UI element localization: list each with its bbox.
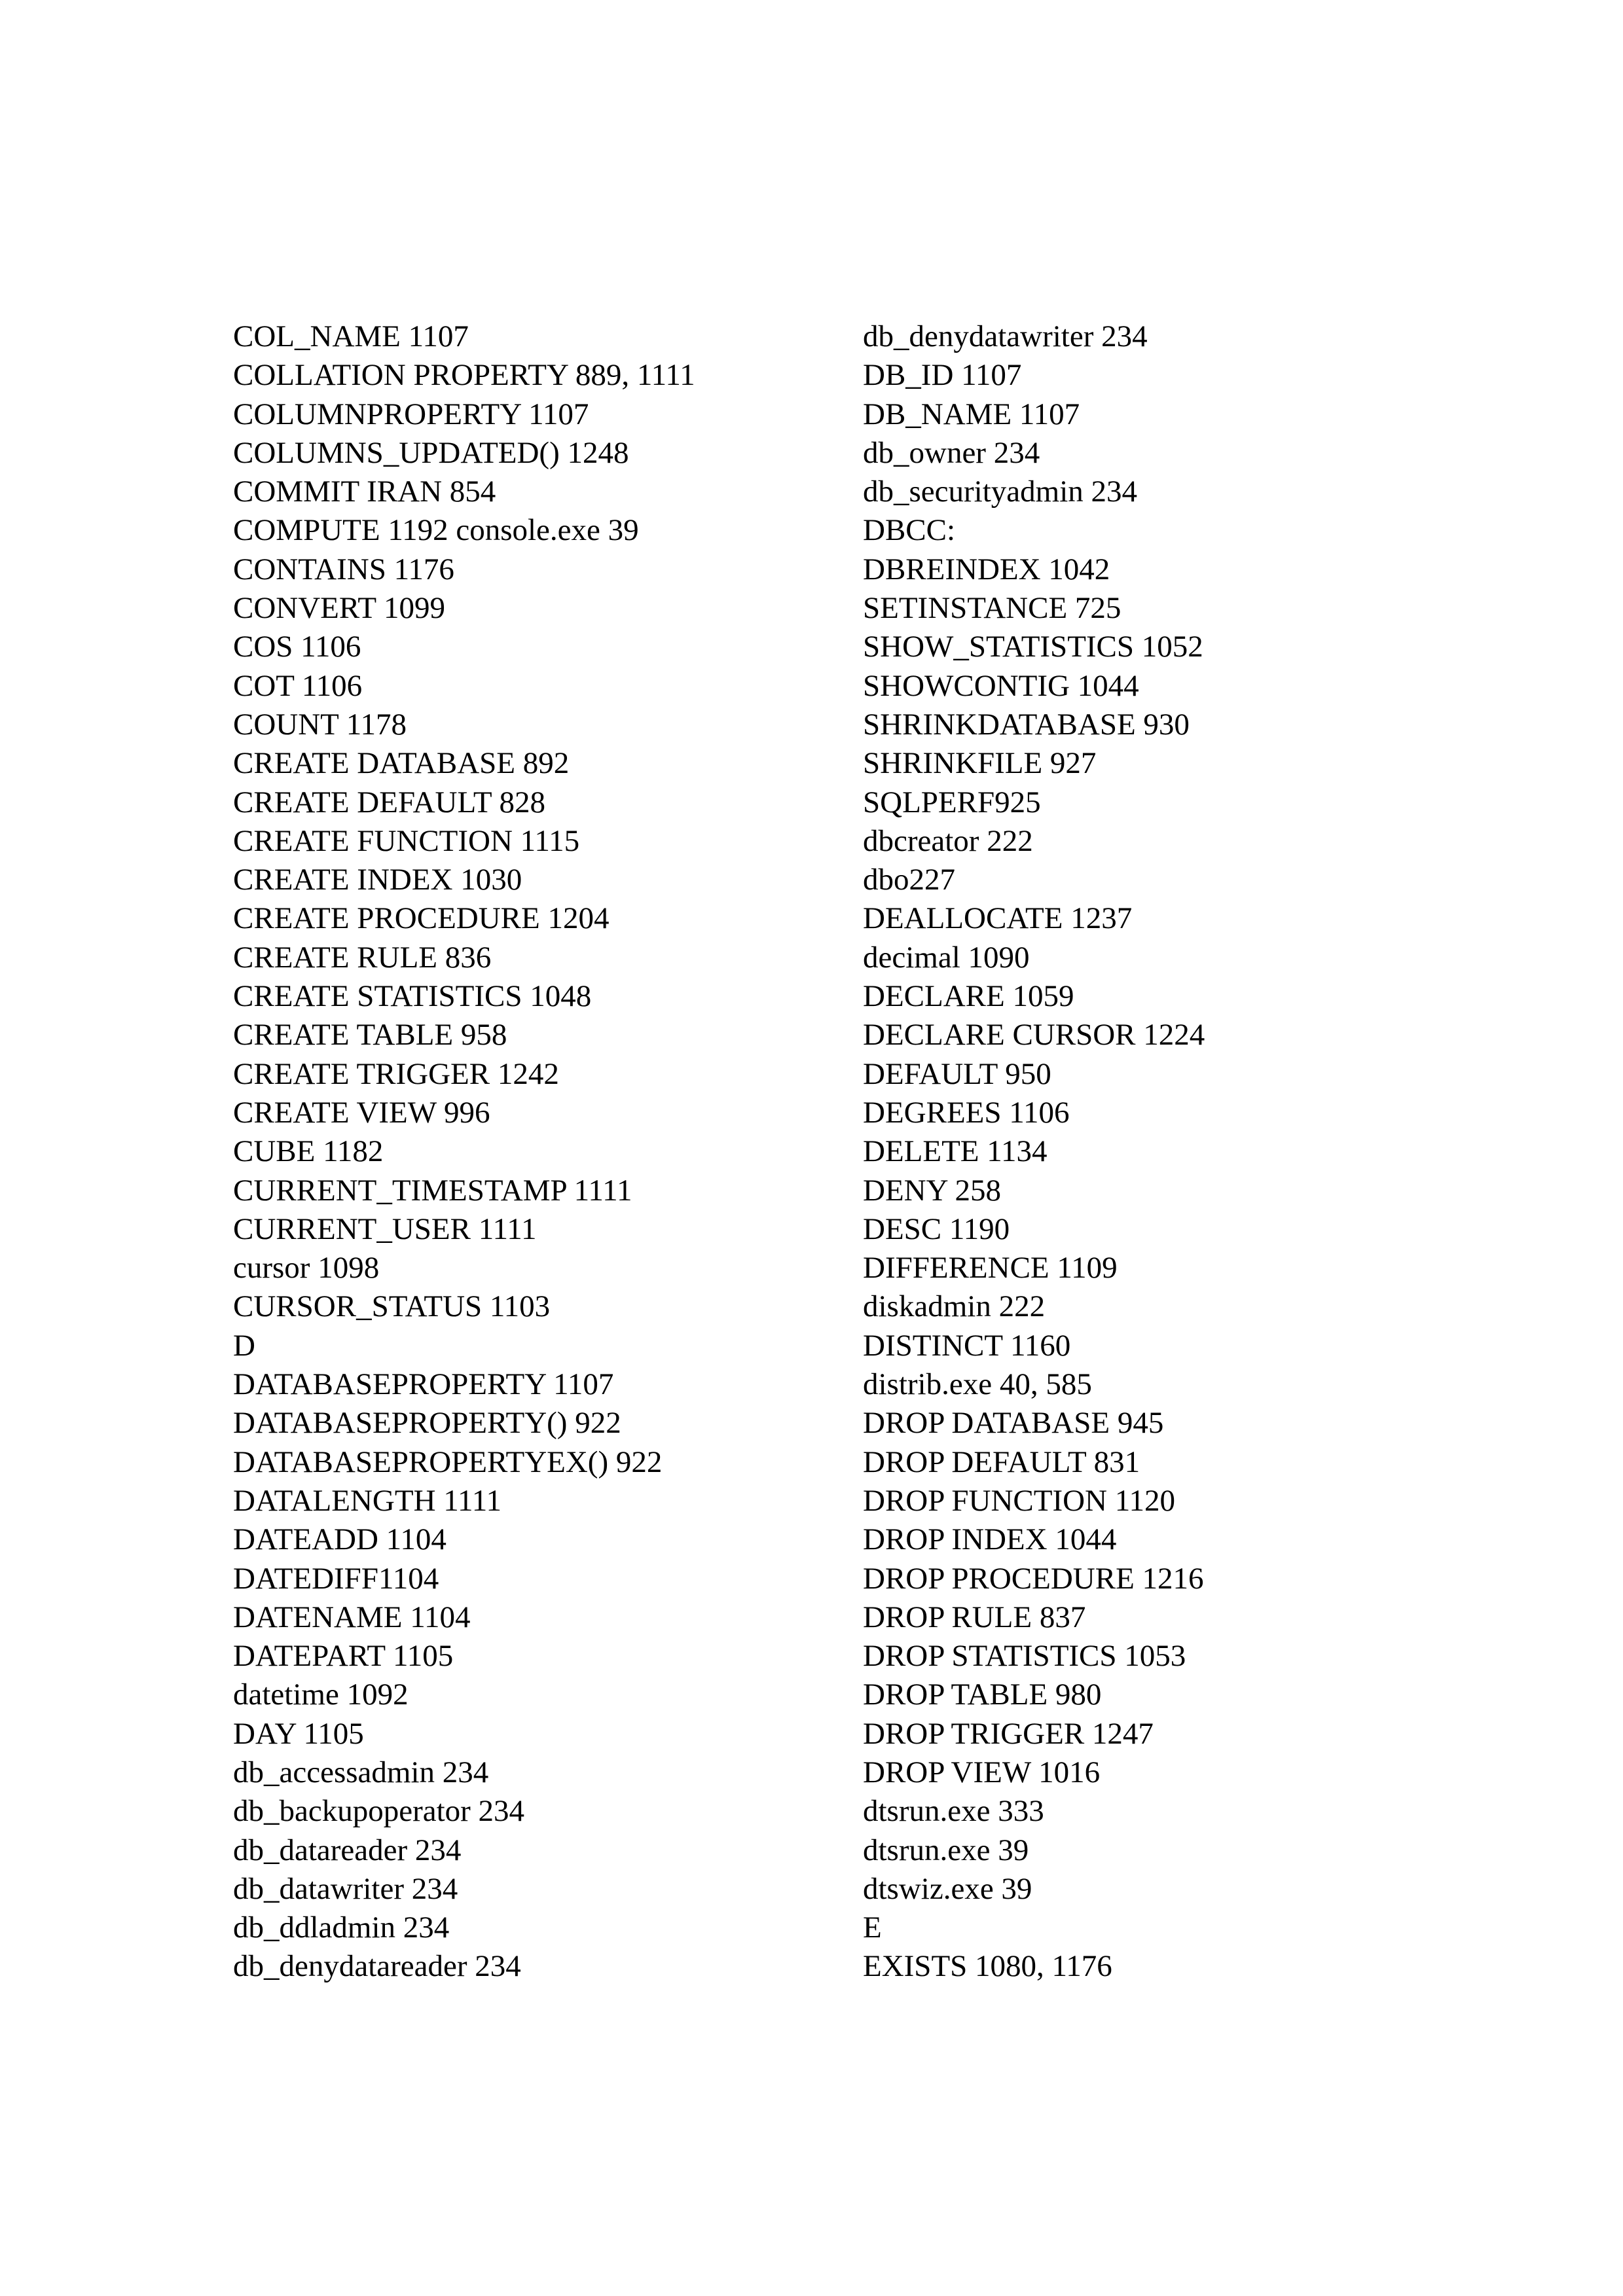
index-entry: datetime 1092 [233,1677,409,1712]
index-entry: SHOW_STATISTICS 1052 [863,630,1203,664]
index-entry: DEALLOCATE 1237 [863,901,1133,936]
index-entry: DATABASEPROPERTY 1107 [233,1367,614,1402]
index-entry: DECLARE 1059 [863,979,1074,1014]
index-entry: db_owner 234 [863,435,1040,470]
index-entry: CREATE FUNCTION 1115 [233,823,580,858]
index-entry: SQLPERF925 [863,785,1041,819]
index-entry: db_ddladmin 234 [233,1910,450,1945]
index-entry: SETINSTANCE 725 [863,591,1122,626]
index-entry: CREATE STATISTICS 1048 [233,979,592,1014]
index-entry: dtswiz.exe 39 [863,1871,1032,1906]
index-entry: DROP STATISTICS 1053 [863,1639,1186,1674]
index-entry: DATENAME 1104 [233,1600,471,1634]
index-entry: CONTAINS 1176 [233,552,454,586]
index-entry: DEGREES 1106 [863,1095,1070,1130]
index-entry: CREATE DEFAULT 828 [233,785,545,819]
index-entry: COMMIT IRAN 854 [233,475,496,509]
index-entry: SHRINKFILE 927 [863,746,1097,781]
index-entry: db_backupoperator 234 [233,1794,525,1829]
index-entry: cursor 1098 [233,1251,380,1285]
index-entry: CREATE INDEX 1030 [233,863,522,897]
index-entry: DROP DATABASE 945 [863,1406,1164,1441]
index-entry: DROP FUNCTION 1120 [863,1483,1175,1518]
index-column-right [863,317,1452,1986]
index-entry: DENY 258 [863,1173,1002,1208]
index-entry: DATEADD 1104 [233,1522,447,1557]
index-entry: CREATE DATABASE 892 [233,746,570,781]
index-entry: COT 1106 [233,668,363,703]
index-entry: db_accessadmin 234 [233,1755,489,1789]
index-entry: DISTINCT 1160 [863,1328,1071,1363]
index-column-left [233,317,835,1986]
index-entry: DB_ID 1107 [863,358,1022,393]
index-entry: CURRENT_TIMESTAMP 1111 [233,1173,632,1208]
index-entry: COL_NAME 1107 [233,319,469,353]
index-entry: DB_NAME 1107 [863,397,1080,431]
index-entry: CREATE RULE 836 [233,940,492,975]
index-entry: dbo227 [863,863,955,897]
index-entry: DATABASEPROPERTYEX() 922 [233,1444,663,1479]
index-entry: E [863,1910,882,1945]
index-entry: COMPUTE 1192 console.exe 39 [233,513,639,548]
index-entry: DROP PROCEDURE 1216 [863,1561,1204,1596]
index-entry: DATALENGTH 1111 [233,1483,502,1518]
index-entry: DESC 1190 [863,1211,1010,1246]
index-entry: db_denydatareader 234 [233,1949,521,1984]
index-entry: CREATE VIEW 996 [233,1095,490,1130]
index-entry: dbcreator 222 [863,823,1033,858]
index-entry: DIFFERENCE 1109 [863,1251,1118,1285]
index-entry: DROP TABLE 980 [863,1677,1102,1712]
index-entry: COLLATION PROPERTY 889, 1111 [233,358,695,393]
index-entry: CREATE PROCEDURE 1204 [233,901,610,936]
index-entry: D [233,1328,255,1363]
index-entry: DATABASEPROPERTY() 922 [233,1406,621,1441]
index-entry: DBREINDEX 1042 [863,552,1110,586]
index-entry: decimal 1090 [863,940,1030,975]
index-entry: CUBE 1182 [233,1134,384,1169]
index-entry: distrib.exe 40, 585 [863,1367,1092,1402]
index-entry: CURSOR_STATUS 1103 [233,1289,551,1324]
index-entry: COLUMNPROPERTY 1107 [233,397,589,431]
index-entry: db_datawriter 234 [233,1871,458,1906]
index-entry: DATEPART 1105 [233,1639,454,1674]
index-entry: DROP VIEW 1016 [863,1755,1101,1789]
index-entry: COUNT 1178 [233,707,407,742]
index-entry: CREATE TRIGGER 1242 [233,1056,559,1091]
index-entry: DAY 1105 [233,1716,364,1751]
index-entry: DROP INDEX 1044 [863,1522,1117,1557]
index-entry: DEFAULT 950 [863,1056,1051,1091]
index-entry: db_denydatawriter 234 [863,319,1148,353]
index-entry: CURRENT_USER 1111 [233,1211,537,1246]
index-entry: CREATE TABLE 958 [233,1018,507,1052]
index-entry: db_datareader 234 [233,1833,462,1867]
index-entry: DROP TRIGGER 1247 [863,1716,1154,1751]
index-entry: DBCC: [863,513,956,548]
index-entry: DELETE 1134 [863,1134,1048,1169]
index-entry: SHOWCONTIG 1044 [863,668,1139,703]
index-entry: DATEDIFF1104 [233,1561,439,1596]
index-entry: DROP RULE 837 [863,1600,1086,1634]
index-entry: EXISTS 1080, 1176 [863,1949,1112,1984]
index-entry: dtsrun.exe 39 [863,1833,1029,1867]
index-entry: CONVERT 1099 [233,591,446,626]
index-entry: db_securityadmin 234 [863,475,1138,509]
index-entry: diskadmin 222 [863,1289,1046,1324]
index-entry: DECLARE CURSOR 1224 [863,1018,1205,1052]
index-entry: DROP DEFAULT 831 [863,1444,1140,1479]
index-entry: COLUMNS_UPDATED() 1248 [233,435,629,470]
index-entry: dtsrun.exe 333 [863,1794,1044,1829]
index-entry: COS 1106 [233,630,361,664]
index-entry: SHRINKDATABASE 930 [863,707,1190,742]
